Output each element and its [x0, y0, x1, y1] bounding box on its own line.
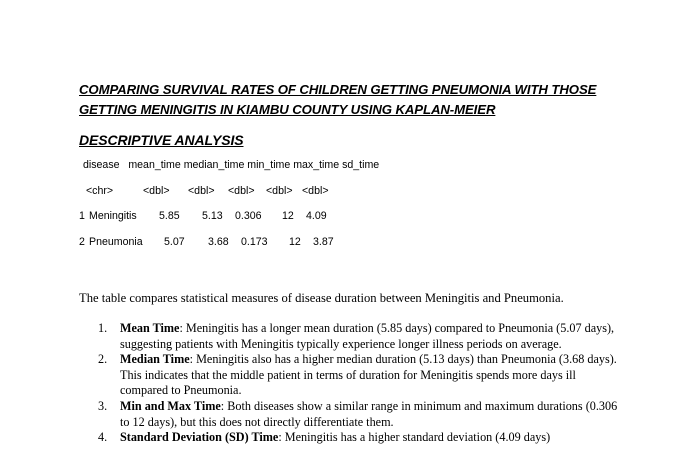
intro-paragraph: The table compares statistical measures of disease duration between Meningitis and Pneumonia. [79, 291, 564, 305]
type-cell: <dbl> [228, 185, 255, 197]
type-cell: <dbl> [302, 185, 329, 197]
mean-cell: 5.85 [159, 210, 180, 222]
type-cell: <dbl> [188, 185, 215, 197]
max-cell: 12 [289, 236, 301, 248]
item-number: 3. [98, 398, 108, 413]
list-item [98, 352, 618, 399]
list-item [98, 430, 618, 446]
item-term: Mean Time [120, 321, 180, 335]
disease-cell: Pneumonia [89, 236, 143, 248]
item-text: : Meningitis also has a higher median duration (5.13 days) than Pneumonia (3.68 days). This indicates that the middle patient in terms of duration for Meningitis spends more days ill compared to Pneumonia. [120, 352, 617, 398]
sd-cell: 3.87 [313, 236, 334, 248]
item-text: : Meningitis has a higher standard deviation (4.09 days) [278, 430, 551, 445]
max-cell: 12 [282, 210, 294, 222]
median-cell: 5.13 [202, 210, 223, 222]
item-term: Median Time [120, 352, 190, 367]
item-number: 1. [98, 321, 108, 335]
mean-cell: 5.07 [164, 236, 185, 248]
min-cell: 0.173 [241, 236, 268, 248]
item-text: : Meningitis has a longer mean duration (5.85 days) compared to Pneumonia (5.07 days), suggesting patients with Meningitis typically experience longer illness periods on average. [120, 321, 615, 351]
item-number: 4. [98, 430, 108, 445]
document-title-line-2: GETTING MENINGITIS IN KIAMBU COUNTY USING KAPLAN-MEIER [79, 102, 496, 117]
section-heading: DESCRIPTIVE ANALYSIS [79, 132, 244, 148]
table-header: disease mean_time median_time min_time max_time sd_time [83, 159, 380, 171]
sd-cell: 4.09 [306, 210, 327, 222]
item-term: Standard Deviation (SD) Time [120, 430, 279, 445]
list-item [98, 399, 618, 430]
type-cell: <dbl> [143, 185, 170, 197]
disease-cell: Meningitis [89, 210, 137, 222]
item-text: : Both diseases show a similar range in minimum and maximum durations (0.306 to 12 days), but this does not directly differentiate them. [120, 398, 618, 429]
row-index: 1 [79, 210, 85, 222]
item-term: Min and Max Time [120, 398, 221, 413]
median-cell: 3.68 [208, 236, 229, 248]
min-cell: 0.306 [235, 210, 262, 222]
type-cell: <chr> [86, 185, 114, 197]
type-cell: <dbl> [266, 185, 293, 197]
document-title-line-1: COMPARING SURVIVAL RATES OF CHILDREN GETTING PNEUMONIA WITH THOSE [79, 82, 597, 97]
row-index: 2 [79, 236, 85, 248]
list-item [98, 321, 618, 352]
analysis-list [98, 321, 618, 446]
item-number: 2. [98, 352, 108, 367]
